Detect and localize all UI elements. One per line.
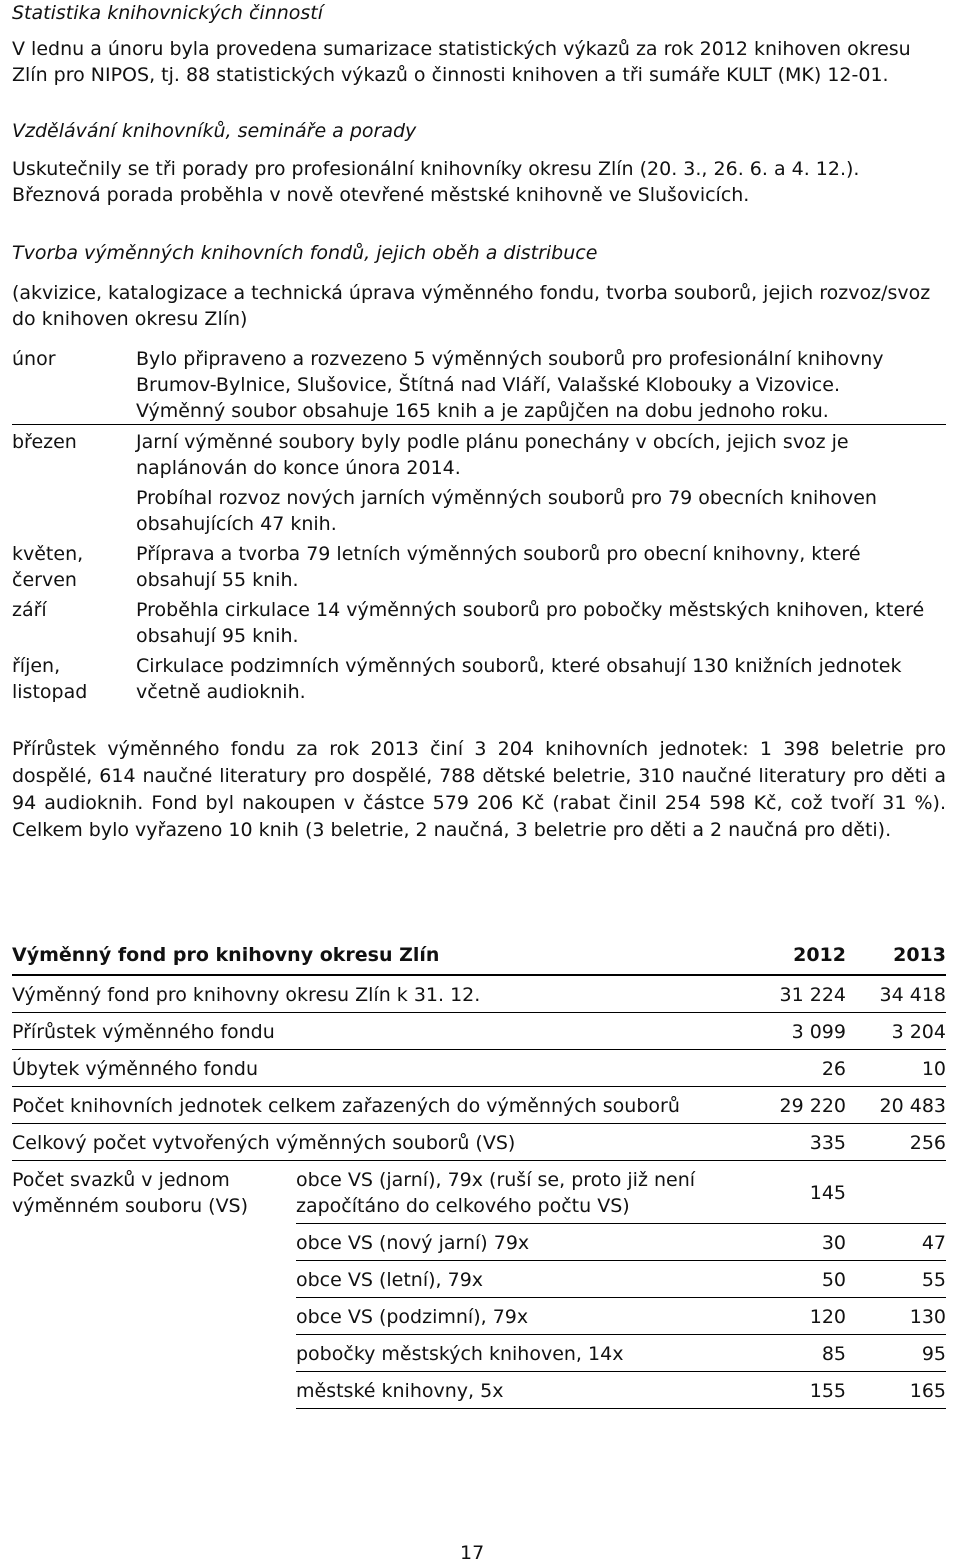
table-row-label: Přírůstek výměnného fondu [12, 1013, 750, 1050]
table-cell: 155 [750, 1372, 846, 1409]
table-cell: 34 418 [846, 975, 946, 1013]
fund-growth-paragraph: Přírůstek výměnného fondu za rok 2013 činí 3 204 knihovních jednotek: 1 398 beletrie pro dospělé, 614 naučné literatury pro dospělé, 788 dětské beletrie, 310 naučné literatury pro děti a 94 audioknih. Fond byl nakoupen v částce 579 206 Kč (rabat činil 254 598 Kč, což tvoří 31 %). Celkem bylo vyřazeno 10 knih (3 beletrie, 2 naučná, 3 beletrie pro děti a 2 naučná pro děti). [12, 738, 946, 841]
schedule-text: Cirkulace podzimních výměnných souborů, které obsahují 130 knižních jednotek včetně audioknih. [136, 655, 902, 703]
table-header-year-2013: 2013 [846, 936, 946, 975]
schedule-text: Jarní výměnné soubory byly podle plánu ponechány v obcích, jejich svoz je naplánován do konce února 2014. [136, 431, 849, 479]
table-row-label: Úbytek výměnného fondu [12, 1050, 750, 1087]
section-title-training: Vzdělávání knihovníků, semináře a porady [12, 120, 417, 142]
section-intro-exchange: (akvizice, katalogizace a technická úprava výměnného fondu, tvorba souborů, jejich rozvoz/svoz do knihoven okresu Zlín) [12, 282, 931, 330]
schedule-row [12, 541, 946, 593]
table-row [12, 1050, 946, 1087]
training-line-1: Uskutečnily se tři porady pro profesionální knihovníky okresu Zlín (20. 3., 26. 6. a 4. 12.). [12, 158, 860, 180]
table-cell: 3 099 [750, 1013, 846, 1050]
schedule-month: květen, červen [12, 543, 84, 591]
schedule-month: říjen, listopad [12, 655, 88, 703]
table-row-label: obce VS (letní), 79x [296, 1261, 750, 1298]
schedule-month: září [12, 599, 47, 621]
schedule-text: Probíhal rozvoz nových jarních výměnných souborů pro 79 obecních knihoven obsahujících 47 knih. [136, 487, 877, 535]
table-cell: 95 [846, 1335, 946, 1372]
table-cell: 3 204 [846, 1013, 946, 1050]
table-row-label: Počet knihovních jednotek celkem zařazených do výměnných souborů [12, 1087, 750, 1124]
table-cell: 50 [750, 1261, 846, 1298]
table-cell: 30 [750, 1224, 846, 1261]
schedule-row [12, 597, 946, 649]
table-cell: 335 [750, 1124, 846, 1161]
table-row-label: obce VS (podzimní), 79x [296, 1298, 750, 1335]
section-body-statistics: V lednu a únoru byla provedena sumarizace statistických výkazů za rok 2012 knihoven okresu Zlín pro NIPOS, tj. 88 statistických výkazů o činnosti knihoven a tři sumáře KULT (MK) 12-01. [12, 38, 911, 86]
table-group-label: Počet svazků v jednom výměnném souboru (VS) [12, 1169, 249, 1217]
schedule-month: únor [12, 348, 56, 370]
table-row-label: městské knihovny, 5x [296, 1372, 750, 1409]
table-row-label: Výměnný fond pro knihovny okresu Zlín k 31. 12. [12, 975, 750, 1013]
table-header-label: Výměnný fond pro knihovny okresu Zlín [12, 936, 750, 975]
table-row [12, 1161, 946, 1224]
schedule-month: březen [12, 431, 77, 453]
table-cell: 130 [846, 1298, 946, 1335]
table-header-year-2012: 2012 [750, 936, 846, 975]
table-cell: 26 [750, 1050, 846, 1087]
table-cell: 145 [750, 1161, 846, 1224]
table-row [12, 975, 946, 1013]
table-cell: 55 [846, 1261, 946, 1298]
table-cell: 256 [846, 1124, 946, 1161]
schedule-list [12, 346, 946, 705]
table-row-label: pobočky městských knihoven, 14x [296, 1335, 750, 1372]
section-title-statistics: Statistika knihovnických činností [12, 2, 324, 24]
schedule-text: Výměnný soubor obsahuje 165 knih a je zapůjčen na dobu jednoho roku. [136, 400, 829, 422]
table-row [12, 1087, 946, 1124]
table-cell: 165 [846, 1372, 946, 1409]
schedule-text: Bylo připraveno a rozvezeno 5 výměnných souborů pro profesionální knihovny Brumov-Bylnice, Slušovice, Štítná nad Vláří, Valašské Klobouky a Vizovice. [136, 348, 884, 396]
table-cell: 85 [750, 1335, 846, 1372]
exchange-fund-table [12, 936, 946, 1409]
table-row [12, 1013, 946, 1050]
table-row-label: obce VS (jarní), 79x (ruší se, proto již není započítáno do celkového počtu VS) [296, 1161, 750, 1224]
table-row-label: Celkový počet vytvořených výměnných souborů (VS) [12, 1124, 750, 1161]
table-cell: 120 [750, 1298, 846, 1335]
schedule-text: Proběhla cirkulace 14 výměnných souborů pro pobočky městských knihoven, které obsahují 95 knih. [136, 599, 925, 647]
schedule-row [12, 429, 946, 537]
table-row-label: obce VS (nový jarní) 79x [296, 1224, 750, 1261]
table-cell: 10 [846, 1050, 946, 1087]
table-row [12, 1124, 946, 1161]
schedule-row [12, 346, 946, 425]
table-cell: 20 483 [846, 1087, 946, 1124]
table-cell [846, 1161, 946, 1224]
table-header-row [12, 936, 946, 975]
table-cell: 31 224 [750, 975, 846, 1013]
schedule-row [12, 653, 946, 705]
section-title-exchange: Tvorba výměnných knihovních fondů, jejich oběh a distribuce [12, 242, 598, 264]
training-line-2: Březnová porada proběhla v nově otevřené městské knihovně ve Slušovicích. [12, 184, 750, 206]
schedule-text: Příprava a tvorba 79 letních výměnných souborů pro obecní knihovny, které obsahují 55 knih. [136, 543, 861, 591]
table-cell: 47 [846, 1224, 946, 1261]
page-number: 17 [460, 1542, 485, 1564]
section-body-training [12, 156, 946, 208]
table-cell: 29 220 [750, 1087, 846, 1124]
